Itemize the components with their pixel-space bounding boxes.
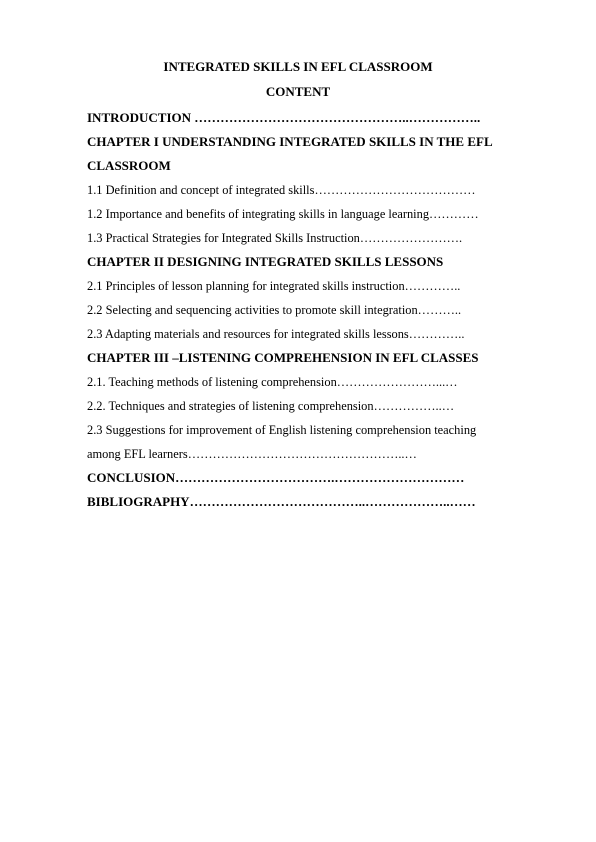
toc-entry-3-3-cont: among EFL learners……………………………………………..…	[87, 447, 417, 461]
toc-entry-chapter-2: CHAPTER II DESIGNING INTEGRATED SKILLS LESSONS	[87, 254, 444, 269]
toc-entry-3-1: 2.1. Teaching methods of listening comprehension……………………...…	[87, 375, 458, 389]
toc-entry-2-1: 2.1 Principles of lesson planning for integrated skills instruction…………..	[87, 279, 461, 293]
toc-entry-2-3: 2.3 Adapting materials and resources for integrated skills lessons…………..	[87, 327, 465, 341]
toc-entry-3-3: 2.3 Suggestions for improvement of English listening comprehension teaching	[87, 423, 477, 437]
toc-entry-conclusion: CONCLUSION……………………………….…………………………	[87, 470, 465, 485]
toc-entry-chapter-3: CHAPTER III –LISTENING COMPREHENSION IN EFL CLASSES	[87, 350, 479, 365]
toc-entry-1-3: 1.3 Practical Strategies for Integrated Skills Instruction…………………….	[87, 231, 463, 245]
toc-entry-bibliography: BIBLIOGRAPHY…………………………………..………………..……	[87, 494, 476, 509]
content-heading: CONTENT	[265, 84, 331, 99]
document-title: INTEGRATED SKILLS IN EFL CLASSROOM	[163, 59, 433, 74]
toc-entry-1-2: 1.2 Importance and benefits of integrating skills in language learning…………	[87, 207, 479, 221]
toc-entry-chapter-1: CHAPTER I UNDERSTANDING INTEGRATED SKILLS IN THE EFL	[87, 134, 493, 149]
toc-entry-introduction: INTRODUCTION …………………………………………..……………..	[87, 110, 481, 125]
toc-entry-2-2: 2.2 Selecting and sequencing activities to promote skill integration………..	[87, 303, 462, 317]
toc-entry-3-2: 2.2. Techniques and strategies of listening comprehension……………..…	[87, 399, 455, 413]
toc-entry-1-1: 1.1 Definition and concept of integrated skills…………………………………	[87, 183, 476, 197]
toc-entry-chapter-1-cont: CLASSROOM	[87, 158, 171, 173]
